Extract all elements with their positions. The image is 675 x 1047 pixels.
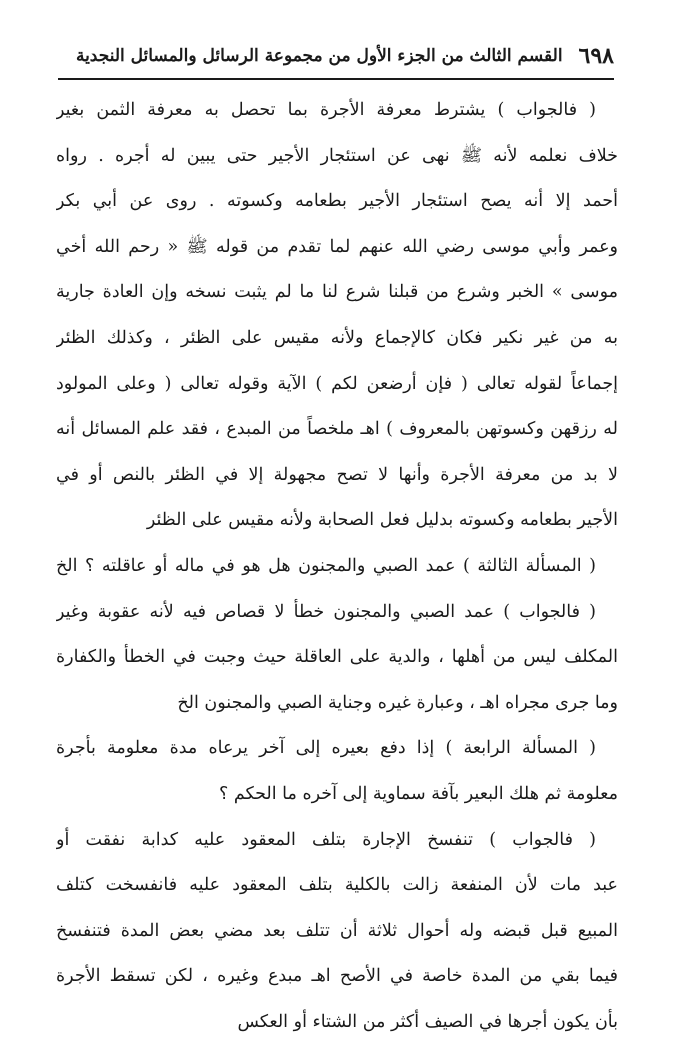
text-line: أحمد إلا أنه يصح استئجار الأجير بطعامه وكسوته . روى عن أبي بكر [56,191,618,212]
text-line: لا بد من معرفة الأجرة وأنها لا تصح مجهولة إلا في الظئر بالنص أو في [56,464,618,485]
text-line: به من غير نكير فكان كالإجماع ولأنه مقيس على الظئر ، وكذلك الظئر [56,327,618,348]
text-line: ( المسألة الرابعة ) إذا دفع بعيره إلى آخر يرعاه مدة معلومة بأجرة [56,738,596,759]
text-line: فيما بقي من المدة خاصة في الأصح اهـ مبدع وغيره ، لكن تسقط الأجرة [56,966,618,987]
text-line: ( فالجواب ) عمد الصبي والمجنون خطأ لا قصاص فيه لأنه عقوبة وغير [56,601,596,622]
text-line: ( المسألة الثالثة ) عمد الصبي والمجنون هل هو في ماله أو عاقلته ؟ الخ [56,555,596,576]
text-line: معلومة ثم هلك البعير بآفة سماوية إلى آخره ما الحكم ؟ [218,783,618,804]
text-line: وما جرى مجراه اهـ ، وعبارة غيره وجناية الصبي والمجنون الخ [177,692,618,713]
text-line: خلاف نعلمه لأنه ﷺ نهى عن استئجار الأجير حتى يبين له أجره . رواه [56,145,618,166]
text-line: بأن يكون أجرها في الصيف أكثر من الشتاء أو العكس [237,1011,618,1032]
text-line: ( فالجواب ) تنفسخ الإجارة بتلف المعقود عليه كدابة نفقت أو [56,829,596,850]
text-line: المكلف ليس من أهلها ، والدية على العاقلة حيث وجبت في الخطأ والكفارة [56,647,618,668]
page-number: ٦٩٨ [578,43,614,69]
text-line: وعمر وأبي موسى رضي الله عنهم لما تقدم من قوله ﷺ « رحم الله أخي [56,236,618,257]
text-line: موسى » الخبر وشرع من قبلنا شرع لنا ما لم يثبت نسخه وإن العادة جارية [56,282,618,303]
text-line: ( فالجواب ) يشترط معرفة الأجرة بما تحصل به معرفة الثمن بغير [56,100,596,120]
header-rule [58,78,614,80]
text-line: عبد مات لأن المنفعة زالت بالكلية بتلف المعقود عليه فانفسخت كتلف [56,875,618,896]
text-line: إجماعاً لقوله تعالى ( فإن أرضعن لكم ) الآية وقوله تعالى ( وعلى المولود [56,373,618,394]
page-header [58,36,614,76]
text-line: له رزقهن وكسوتهن بالمعروف ) اهـ ملخصاً من المبدع ، فقد علم المسائل أنه [56,419,618,440]
text-line: الأجير بطعامه وكسوته بدليل فعل الصحابة ولأنه مقيس على الظئر [146,510,618,531]
text-line: المبيع قبل قبضه وله أحوال ثلاثة أن تتلف بعد مضي بعض المدة فتنفسخ [56,920,618,941]
body-text [56,88,618,1045]
running-title: القسم الثالث من الجزء الأول من مجموعة الرسائل والمسائل النجدية [75,46,563,66]
